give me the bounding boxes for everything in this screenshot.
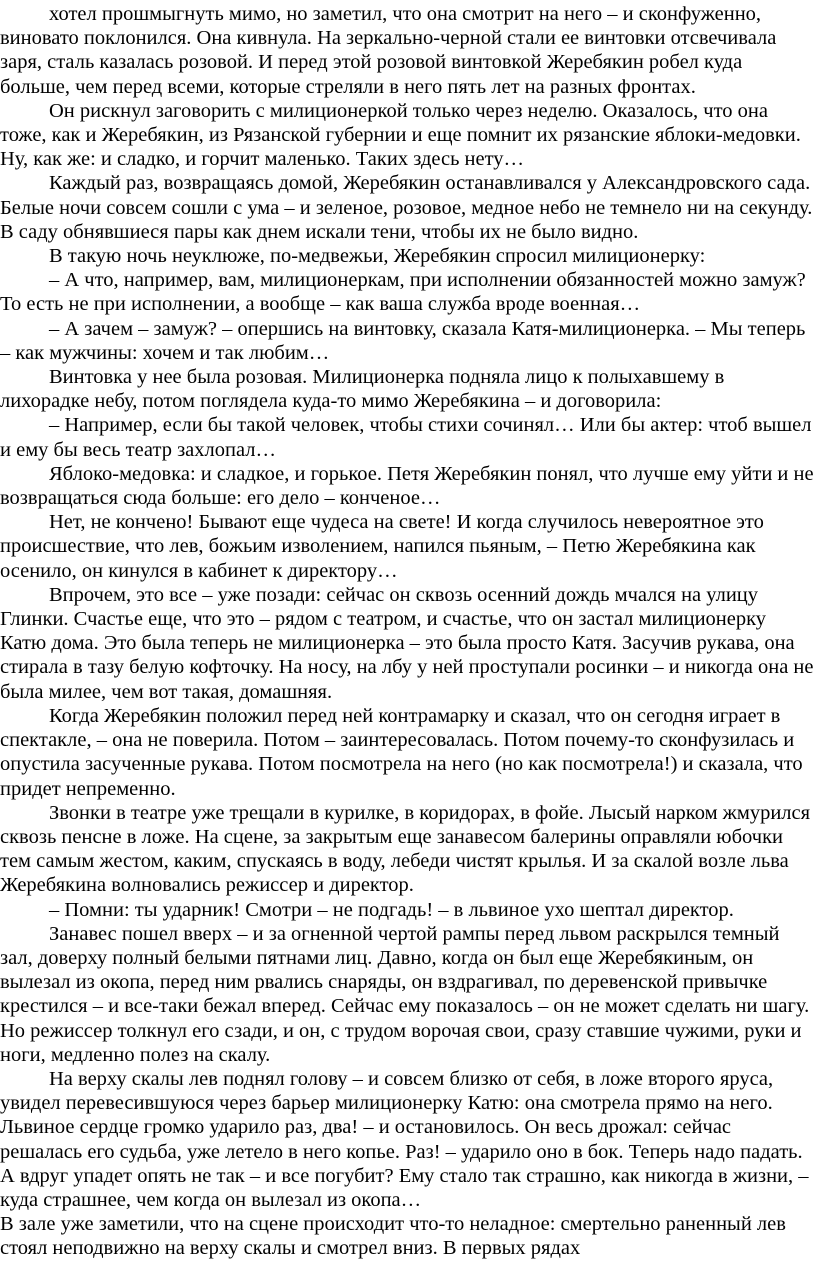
paragraph-7: Винтовка у нее была розовая. Милиционерка подняла лицо к полыхавшему в лихорадке небу, потом поглядела куда-то мимо Жеребякина – и договорила: xyxy=(0,366,725,413)
paragraph-13: Звонки в театре уже трещали в курилке, в коридорах, в фойе. Лысый нарком жмурился сквозь пенсне в ложе. На сцене, за закрытым еще занавесом балерины оправляли юбочки тем самым жестом, каким, спускаясь в воду, лебеди чистят крылья. И за скалой возле льва Жеребякина волновались режиссер и директор. xyxy=(0,801,811,897)
paragraph-1: хотел прошмыгнуть мимо, но заметил, что она смотрит на него – и сконфуженно, виновато поклонился. Она кивнула. На зеркально-черной стали ее винтовки отсвечивала заря, сталь казалась розовой. И перед этой розовой винтовкой Жеребякин робел куда больше, чем перед всеми, которые стреляли в него пять лет на разных фронтах. xyxy=(0,3,777,98)
paragraph-6: – А зачем – замуж? – опершись на винтовку, сказала Катя-милиционерка. – Мы теперь – как мужчины: хочем и так любим… xyxy=(0,317,806,364)
paragraph-10: Нет, не кончено! Бывают еще чудеса на свете! И когда случилось невероятное это происшествие, что лев, божьим изволением, напился пьяным, – Петю Жеребякина как осенило, он кинулся в кабинет к директору… xyxy=(0,511,764,582)
paragraph-9: Яблоко-медовка: и сладкое, и горькое. Петя Жеребякин понял, что лучше ему уйти и не возвращаться сюда больше: его дело – конченое… xyxy=(0,462,814,510)
paragraph-15: Занавес пошел вверх – и за огненной чертой рампы перед львом раскрылся темный зал, доверху полный белыми пятнами лиц. Давно, когда он был еще Жеребякиным, он вылезал из окопа, перед ним рвались снаряды, он вздрагивал, по деревенской привычке крестился – и все-таки бежал вперед. Сейчас ему показалось – он не может сделать ни шагу. Но режиссер толкнул его сзади, и он, с трудом ворочая свои, сразу ставшие чужими, руки и ноги, медленно полез на скалу. xyxy=(0,922,810,1066)
paragraph-5: – А что, например, вам, милиционеркам, при исполнении обязанностей можно замуж? То есть не при исполнении, а вообще – как ваша служба вроде военная… xyxy=(0,269,806,316)
paragraph-14: – Помни: ты ударник! Смотри – не подгадь! – в львиное ухо шептал директор. xyxy=(49,898,734,921)
paragraph-17: В зале уже заметили, что на сцене происходит что-то неладное: смертельно раненный лев стоял неподвижно на верху скалы и смотрел вниз. В первых рядах xyxy=(0,1213,786,1260)
paragraph-3: Каждый раз, возвращаясь домой, Жеребякин останавливался у Александровского сада. Белые ночи совсем сошли с ума – и зеленое, розовое, медное небо не темнело ни на секунду. В саду обнявшиеся пары как днем искали тени, чтобы их не было видно. xyxy=(0,172,813,243)
paragraph-2: Он рискнул заговорить с милиционеркой только через неделю. Оказалось, что она тоже, как и Жеребякин, из Рязанской губернии и еще помнит их рязанские яблоки-медовки. Ну, как же: и сладко, и горчит маленько. Таких здесь нету… xyxy=(0,99,801,171)
paragraph-8: – Например, если бы такой человек, чтобы стихи сочинял… Или бы актер: чтоб вышел и ему бы весь театр захлопал… xyxy=(0,414,812,461)
paragraph-4: В такую ночь неуклюже, по-медвежьи, Жеребякин спросил милиционерку: xyxy=(49,245,706,268)
paragraph-16: На верху скалы лев поднял голову – и совсем близко от себя, в ложе второго яруса, увидел перевесившуюся через барьер милиционерку Катю: она смотрела прямо на него. Львиное сердце громко ударило раз, два! – и остановилось. Он весь дрожал: сейчас решалась его судьба, уже летело в него копье. Раз! – ударило оно в бок. Теперь надо падать. А вдруг упадет опять не так – и все погубит? Ему стало так страшно, как никогда в жизни, – куда страшнее, чем когда он вылезал из окопа… xyxy=(0,1067,809,1211)
paragraph-12: Когда Жеребякин положил перед ней контрамарку и сказал, что он сегодня играет в спектакле, – она не поверила. Потом – заинтересовалась. Потом почему-то сконфузилась и опустила засученные рукава. Потом посмотрела на него (но как посмотрела!) и сказала, что придет непременно. xyxy=(0,704,803,800)
paragraph-11: Впрочем, это все – уже позади: сейчас он сквозь осенний дождь мчался на улицу Глинки. Счастье еще, что это – рядом с театром, и счастье, что он застал милиционерку Катю дома. Это была теперь не милиционерка – это была просто Катя. Засучив рукава, она стирала в тазу белую кофточку. На носу, на лбу у ней проступали росинки – и никогда она не была милее, чем вот такая, домашняя. xyxy=(0,583,814,703)
